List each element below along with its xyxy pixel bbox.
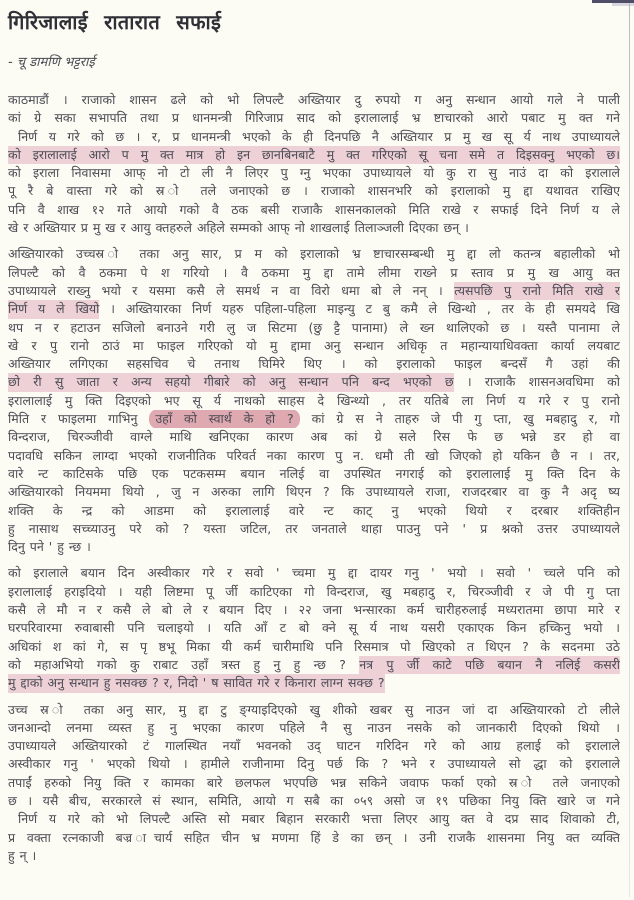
text-segment: मिति र फाइलमा गाभिनु — [8, 411, 150, 427]
article-body — [8, 91, 622, 865]
highlighted-text: मु द्दाको अनु सन्धान हु नसक्छ ? र, निदो ' ष सावित गरे र किनारा लाग्न सक्छ ? — [8, 674, 385, 692]
text-line — [8, 810, 620, 828]
text-segment: अधिकां श कां गे, स पृ ष्ठभू मिका यी कर्म चारीमाथि पनि रिसमात्र पो खिएको त थिएन ? के सदनमा उठे — [8, 638, 620, 654]
text-line — [8, 619, 620, 637]
text-segment: कसै ले मौ न र कसै ले बो ले र बयान दिए । २२ जना भन्सारका कर्म चारीहरुलाई मध्यरातमा छापा मारे र — [8, 602, 620, 618]
text-line — [8, 538, 620, 556]
text-segment: दिनु पने ' हु न्छ । — [8, 539, 91, 555]
text-line — [8, 719, 620, 737]
text-line — [8, 146, 620, 164]
article-title: गिरिजालाई रातारात सफाई — [8, 10, 222, 34]
text-segment: उपाध्यायले अख्तियारको टं गालस्थित नयाँ भवनको उद् घाटन गरिदिन गरे को आग्र हलाई को इरालाले — [8, 738, 620, 754]
text-line — [8, 128, 620, 146]
text-line — [8, 355, 620, 373]
text-line — [8, 109, 620, 127]
paragraph — [8, 91, 620, 237]
text-segment: को इराला निवासमा आफ् नो टो ली नै लिएर पु ग्नु भएका उपाध्यायले यो कु रा सु नाउं दा को इरालाले — [8, 165, 620, 181]
text-segment: प्र वक्ता रत्नकाजी बज्र ाचार्य सहित चीन भ्र मणमा हिं डे का छन् । उनी राजकै शासनमा नियु क्त व्यक्ति — [8, 829, 620, 845]
text-segment: खे र पु रानो ठाउं मा फाइल गरिएको यो मु द्दामा अनु सन्धान अधिकृ त महान्यायाधिवक्ता कार्या लयबाट — [8, 337, 620, 353]
text-segment: तपाईं हरुको नियु क्ति र कामका बारे छलफल भएपछि भन्न सकिने जवाफ फर्का एको स्र ो तले जनाएको — [8, 774, 620, 790]
text-segment: पनि वै शाख १२ गते आयो गको वै ठक बसी राजाकै शासनकालको मिति राखे र सफाई दिने निर्ण य ले — [8, 201, 620, 217]
text-segment: पदावधि सकिन लाग्दा भएको राजनीतिक परिवर्त नका कारण पु न. धमौ ती खो जिएको हो यकिन छै न । तर, — [8, 447, 620, 463]
text-line — [8, 282, 620, 300]
text-segment: हु नासाथ सच्च्याउनु परे को ? यस्ता जटिल, तर जनताले थाहा पाउनु पने ' प्र श्नको उत्तर उपाध्यायले — [8, 520, 620, 536]
text-segment: इरालालाई मु क्ति दिइएको भए सू र्य नाथको साहस दे खिन्थ्यो , तर यतिबे ला निर्ण य गरे र पु रानो — [8, 392, 620, 408]
text-line — [8, 701, 620, 719]
text-segment: लिपल्टै को वै ठकमा पे श गरियो । वै ठकमा मु द्दा तामे लीमा राख्ने प्र स्ताव प्र मु ख आयु क्त — [8, 264, 620, 280]
text-line — [8, 373, 620, 391]
text-line — [8, 337, 620, 355]
text-segment: कां ग्रे सका सभापति तथा प्र धानमन्त्री गिरिजाप्र साद को इरालालाई भ्र ष्टाचारको आरो पबाट मु क्त गने — [8, 110, 620, 126]
paragraph — [8, 564, 620, 692]
highlighted-text: त्यसपछि पु रानो मिति राखे र — [454, 282, 620, 300]
text-line — [8, 91, 620, 109]
text-line — [8, 847, 620, 865]
text-segment: काठमाडौं । राजाको शासन ढले को भो लिपल्टै अख्तियार दु रुपयो ग अनु सन्धान आयो गले ने पाली — [8, 92, 620, 107]
text-line — [8, 638, 620, 656]
text-line — [8, 182, 620, 200]
text-line — [8, 737, 620, 755]
text-segment: निर्ण य गरे को छ । र, प्र धानमन्त्री भएको के ही दिनपछि नै अख्तियार प्र मु ख सू र्य नाथ उपाध्यायले — [18, 128, 620, 144]
article-byline: - चू डामणि भट्टराई — [8, 55, 95, 70]
text-line — [8, 319, 620, 337]
text-line — [8, 583, 620, 601]
highlighted-text: नत्र पु र्जी काटे पछि बयान नै नलिई कसरी — [359, 656, 620, 674]
paragraph — [8, 245, 620, 556]
text-line — [8, 264, 620, 282]
text-line — [8, 219, 620, 237]
text-segment: निर्ण य गरे को भो लिपल्टै अस्ति सो मबार बिहान सरकारी भत्ता लिएर आयु क्त वे दप्र साद शिवाको टी, — [18, 811, 620, 827]
text-line — [8, 410, 620, 428]
text-line — [8, 774, 620, 792]
text-segment: उच्च स्र ो तका अनु सार, मु द्दा टु ङ्ग्याइदिएको खु शीको खबर सु नाउन जां दा अख्तियारको टो लीले — [8, 701, 620, 717]
text-segment: पू रै बे वास्ता गरे को स्र ो तले जनाएको छ । राजाको शासनभरि को इरालाको मु द्दा यथावत राखिए — [8, 183, 620, 199]
text-segment: उपाध्यायले राख्नु भयो र यसमा कसै ले समर्थ न वा विरो धमा बो ले नन् । — [8, 282, 455, 298]
text-segment: खे र अख्तियार प्र मु ख र आयु क्तहरुले अहिले सम्मको आफ् नो शाखलाई तिलाञ्जली दिएका छन् । — [8, 220, 469, 236]
text-line — [8, 201, 620, 219]
text-segment: शक्ति के न्द्र को आडमा को इरालालाई वारे न्ट काट् नु भएको थियो र दरबार शक्तिहीन — [8, 502, 620, 518]
text-line — [8, 447, 620, 465]
text-segment: अस्वीकार गनु ' भएको थियो । हामीले राजीनामा दिनु पर्छ कि ? भने र उपाध्यायले सो द्धा को इरालाले — [8, 756, 620, 772]
text-segment: अख्तियारको नियममा थियो , जु न अरुका लागि थिएन ? कि उपाध्यायले राजा, राजदरबार वा कु नै अदृ ष्य — [8, 484, 620, 500]
text-segment: वारे न्ट काटिसके पछि एक पटकसम्म बयान नलिई वा उपस्थित नगराई को इरालालाई मु क्ति दिन के — [8, 465, 620, 481]
text-line — [8, 829, 620, 847]
text-segment: । अख्तियारका निर्ण यहरु पहिला-पहिला माइन्यु ट बु कमै ले खिन्थो , तर के ही समयदे खि — [99, 301, 620, 317]
text-line — [8, 656, 620, 674]
page-right-border-line — [629, 3, 630, 897]
window-edge-light-bar — [612, 3, 634, 6]
highlighted-text: निर्ण य ले खियो — [8, 300, 99, 318]
paragraph — [8, 701, 620, 866]
text-line — [8, 520, 620, 538]
text-line — [8, 392, 620, 410]
text-segment: घरपरिवारमा रुवाबासी पनि चलाइयो । यति आँ ट बो क्ने सू र्य नाथ यसरी एकाएक किन हच्किनु भयो । — [8, 620, 620, 636]
text-line — [8, 502, 620, 520]
text-line — [8, 465, 620, 483]
highlighted-text: को इरालालाई आरो प मु क्त मात्र हो इन छानबिनबाटै मु क्त गरिएको सू चना समे त दिइसक्नु भएको छ। — [8, 146, 620, 164]
pill-highlighted-text: उहाँ को स्वार्थ के हो ? — [149, 410, 299, 428]
text-segment: जनआन्दो लनमा व्यस्त हु नु भएका कारण पहिले नै सु नाउन नसके को जानकारी दिएको थियो । — [8, 719, 620, 735]
text-segment: थप न र हटाउन सजिलो बनाउने गरी लु ज सिटमा (छु ट्टै पानामा) ले ख्न थालिएको छ । यस्तै पानामा ले — [8, 319, 620, 335]
text-line — [8, 300, 620, 318]
text-segment: को महाअभियो गको कु राबाट उहाँ त्रस्त हु नु हु न्छ ? — [8, 656, 360, 672]
text-segment: हु न् । — [8, 847, 37, 863]
text-line — [8, 245, 620, 263]
text-line — [8, 601, 620, 619]
text-segment: विन्दराज, चिरञ्जीवी वाग्ले माथि खनिएका कारण अब कां ग्रे सले रिस फे छ भन्ने डर हो वा — [8, 429, 620, 445]
text-line — [8, 164, 620, 182]
text-segment: को इरालाले बयान दिन अस्वीकार गरे र सवो ' च्चमा मु द्दा दायर गनु ' भयो । सवो ' च्चले पनि को — [8, 565, 620, 581]
text-line — [8, 755, 620, 773]
text-segment: छ । यसै बीच, सरकारले सं स्थान, समिति, आयो ग सबै का ०५९ असो ज १९ पछिका नियु क्ति खारे ज गने — [8, 792, 620, 808]
text-segment: अख्तियारको उच्चस्र ो तका अनु सार, प्र म को इरालाको भ्र ष्टाचारसम्बन्धी मु द्दा लो कतन्त्र बहालीको भो — [8, 246, 620, 262]
text-segment: कां ग्रे स ने ताहरु जे पी गु प्ता, खु मबहादु र, गो — [299, 411, 620, 427]
text-line — [8, 792, 620, 810]
text-line — [8, 564, 620, 582]
text-segment: । राजाकै शासनअवधिमा को — [453, 374, 620, 390]
highlighted-text: छो री सु जाता र अन्य सहयो गीबारे को अनु सन्धान पनि बन्द भएको छ — [8, 373, 454, 391]
text-segment: इरालालाई हराइदियो । यही लिष्टमा पू र्जी काटिएका गो विन्दराज, खु मबहादु र, चिरञ्जीवी र जे पी गु प्ता — [8, 583, 620, 599]
text-line — [8, 428, 620, 446]
text-line — [8, 483, 620, 501]
text-line — [8, 674, 620, 692]
text-segment: अख्तियार लगिएका सहसचिव चे तनाथ घिमिरे थिए । को इरालाको फाइल बन्दसँ गै उहां की — [8, 356, 620, 372]
